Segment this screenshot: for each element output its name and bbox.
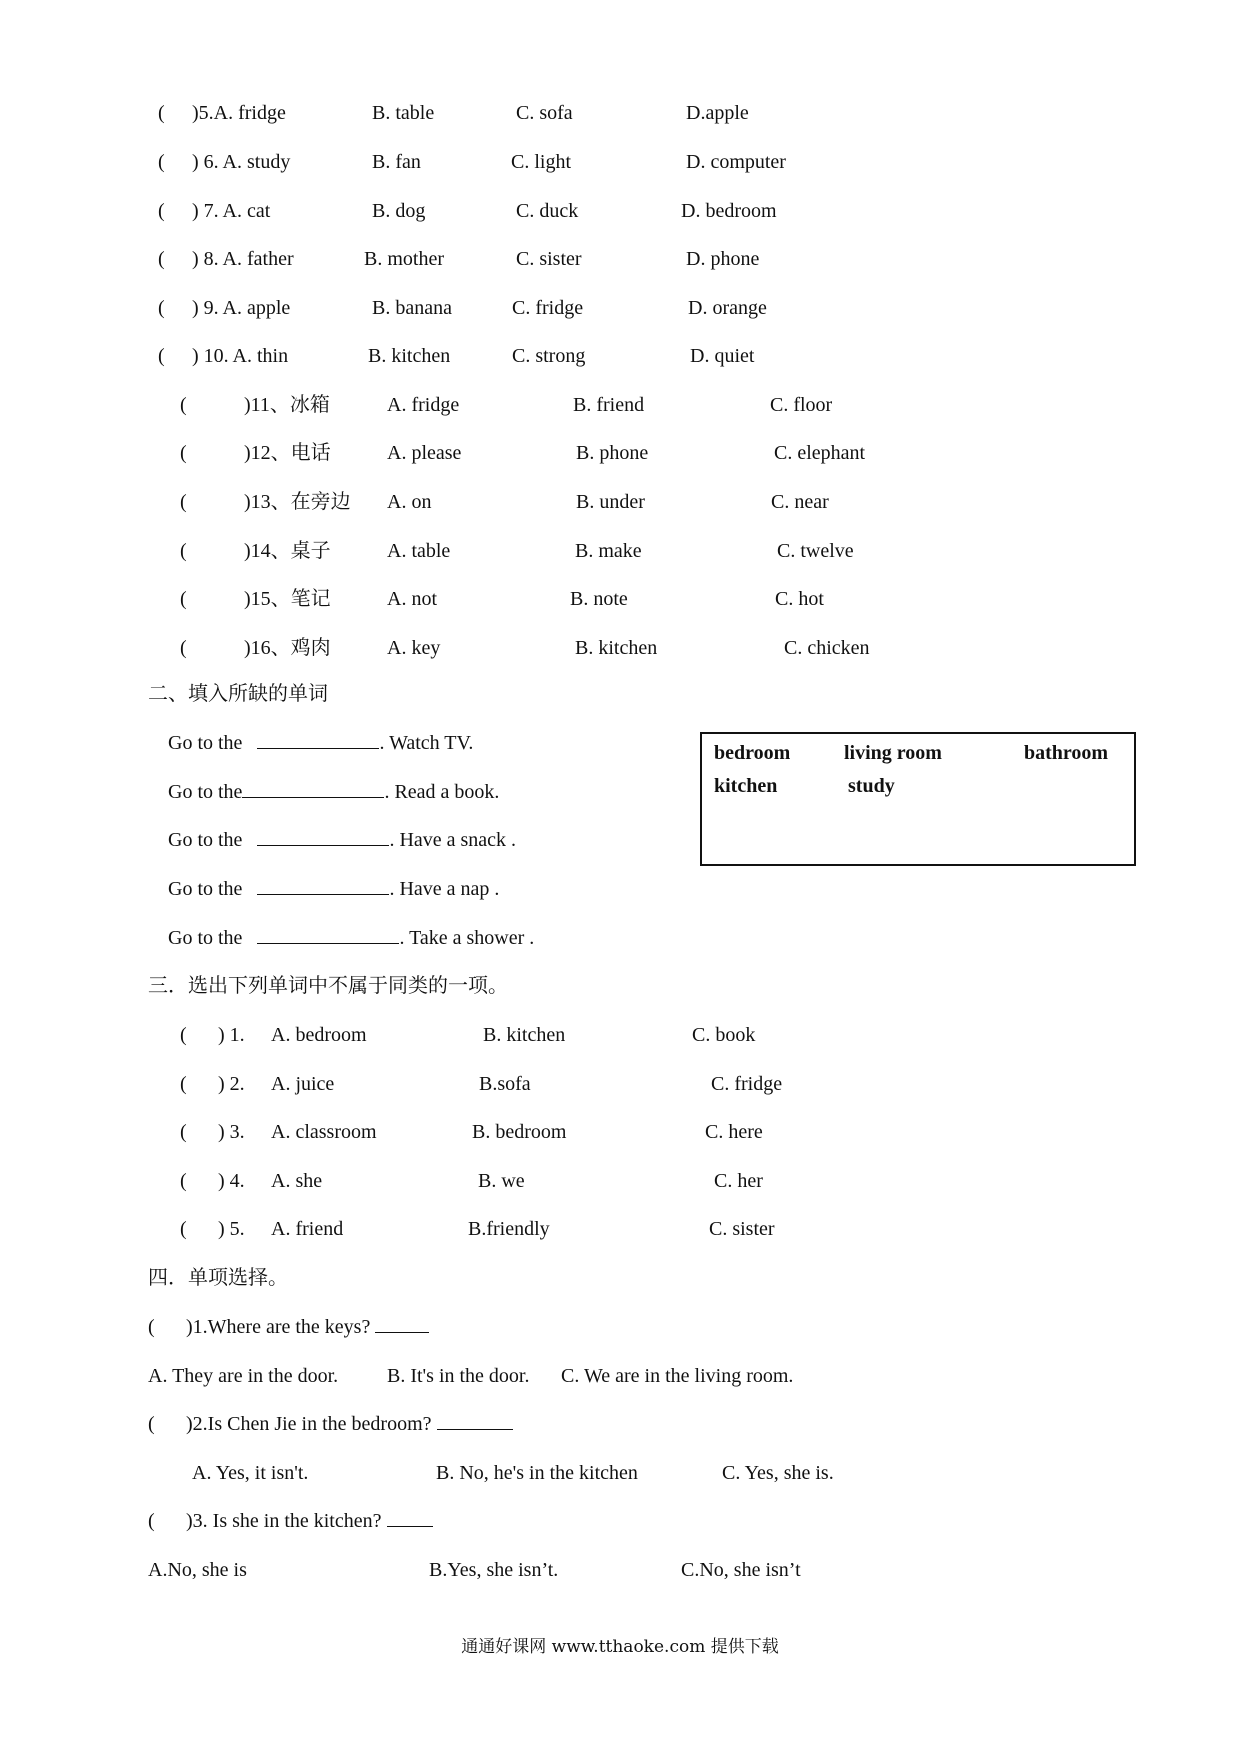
line-prefix: Go to the (168, 927, 243, 949)
answer-paren: ( (158, 248, 165, 270)
section-heading: 二、填入所缺的单词 (148, 681, 328, 705)
option-c: C. hot (775, 588, 824, 610)
option-c: C. chicken (784, 637, 870, 659)
option-b: B. table (372, 102, 435, 124)
answer-paren: ( (180, 491, 187, 513)
line-prefix: Go to the (168, 878, 243, 900)
answer-blank[interactable] (242, 779, 384, 798)
word-bank-item: study (848, 775, 895, 797)
option-b: B. phone (576, 442, 649, 464)
question-stem: ) 10. A. thin (192, 345, 289, 367)
option-c: C. near (771, 491, 829, 513)
option-a: A. fridge (387, 394, 460, 416)
answer-blank[interactable] (375, 1314, 429, 1333)
option-c: C. her (714, 1170, 763, 1192)
option-b: B. under (576, 491, 645, 513)
option-a: A. They are in the door. (148, 1365, 339, 1387)
option-d: D. orange (688, 297, 767, 319)
question-number: ) 1. (218, 1024, 245, 1046)
line-prefix: Go to the (168, 829, 243, 851)
answer-blank[interactable] (257, 827, 389, 846)
answer-paren: ( (180, 1170, 187, 1192)
option-b: B. mother (364, 248, 444, 270)
option-b: B. friend (573, 394, 645, 416)
option-d: D. phone (686, 248, 760, 270)
fill-line (168, 777, 499, 807)
line-prefix: Go to the (168, 732, 243, 754)
answer-paren: ( (158, 200, 165, 222)
answer-paren: ( (158, 151, 165, 173)
option-b: B.friendly (468, 1218, 550, 1240)
option-d: D. quiet (690, 345, 755, 367)
option-b: B. It's in the door. (387, 1365, 530, 1387)
answer-paren: ( (180, 1024, 187, 1046)
question-stem: ) 6. A. study (192, 151, 291, 173)
question-stem: )13、在旁边 (244, 491, 351, 513)
answer-blank[interactable] (257, 730, 379, 749)
option-a: A. friend (271, 1218, 344, 1240)
option-b: B. fan (372, 151, 421, 173)
line-suffix: . Have a nap . (389, 878, 500, 900)
word-bank-item: bedroom (714, 742, 791, 764)
answer-paren: ( (148, 1510, 155, 1532)
option-c: C. elephant (774, 442, 866, 464)
line-suffix: . Take a shower . (399, 927, 535, 949)
option-a: A. please (387, 442, 462, 464)
fill-line (168, 874, 499, 904)
option-a: A. table (387, 540, 451, 562)
option-c: C. here (705, 1121, 763, 1143)
option-b: B.sofa (479, 1073, 531, 1095)
question-stem: ) 8. A. father (192, 248, 294, 270)
option-a: A. bedroom (271, 1024, 367, 1046)
section-heading: 四．单项选择。 (148, 1265, 288, 1289)
answer-paren: ( (148, 1316, 155, 1338)
fill-line (168, 923, 534, 953)
option-a: A. Yes, it isn't. (192, 1462, 309, 1484)
word-bank-item: bathroom (1024, 742, 1109, 764)
option-d: D. computer (686, 151, 786, 173)
option-b: B. bedroom (472, 1121, 567, 1143)
answer-blank[interactable] (387, 1508, 433, 1527)
option-c: C. Yes, she is. (722, 1462, 834, 1484)
answer-paren: ( (180, 1218, 187, 1240)
line-suffix: . Have a snack . (389, 829, 517, 851)
answer-paren: ( (158, 102, 165, 124)
option-c: C. strong (512, 345, 586, 367)
option-c: C. sister (516, 248, 582, 270)
question-number: ) 3. (218, 1121, 245, 1143)
option-b: B. dog (372, 200, 426, 222)
option-c: C. light (511, 151, 572, 173)
question-number: ) 5. (218, 1218, 245, 1240)
option-a: A. key (387, 637, 441, 659)
question-stem: )2.Is Chen Jie in the bedroom? (186, 1409, 513, 1439)
answer-paren: ( (180, 442, 187, 464)
option-c: C. sofa (516, 102, 573, 124)
option-c: C. fridge (512, 297, 584, 319)
option-c: C. book (692, 1024, 756, 1046)
answer-paren: ( (180, 588, 187, 610)
question-number: ) 4. (218, 1170, 245, 1192)
question-stem: )16、鸡肉 (244, 637, 331, 659)
question-number: ) 2. (218, 1073, 245, 1095)
fill-line (168, 825, 516, 855)
option-a: A. juice (271, 1073, 335, 1095)
option-b: B. kitchen (368, 345, 451, 367)
question-stem: ) 9. A. apple (192, 297, 291, 319)
option-a: A. not (387, 588, 437, 610)
question-stem: )1.Where are the keys? (186, 1312, 429, 1342)
question-stem: )12、电话 (244, 442, 331, 464)
answer-paren: ( (158, 297, 165, 319)
option-b: B. note (570, 588, 628, 610)
section-heading: 三．选出下列单词中不属于同类的一项。 (148, 973, 508, 997)
option-c: C. duck (516, 200, 579, 222)
answer-paren: ( (180, 1121, 187, 1143)
option-d: D. bedroom (681, 200, 777, 222)
line-prefix: Go to the (168, 781, 243, 803)
option-b: B. make (575, 540, 642, 562)
option-c: C. We are in the living room. (561, 1365, 794, 1387)
option-c: C. sister (709, 1218, 775, 1240)
option-c: C. fridge (711, 1073, 783, 1095)
option-c: C.No, she isn’t (681, 1559, 801, 1581)
option-c: C. floor (770, 394, 833, 416)
option-b: B. kitchen (575, 637, 658, 659)
option-b: B. we (478, 1170, 525, 1192)
option-b: B. banana (372, 297, 452, 319)
answer-blank[interactable] (437, 1411, 513, 1430)
option-b: B.Yes, she isn’t. (429, 1559, 559, 1581)
option-c: C. twelve (777, 540, 854, 562)
answer-paren: ( (180, 1073, 187, 1095)
line-suffix: . Read a book. (384, 781, 500, 803)
option-a: A. classroom (271, 1121, 377, 1143)
word-bank-item: kitchen (714, 775, 778, 797)
option-a: A.No, she is (148, 1559, 247, 1581)
option-b: B. kitchen (483, 1024, 566, 1046)
page-footer: 通通好课网 www.tthaoke.com 提供下载 (461, 1637, 779, 1657)
word-bank-item: living room (844, 742, 942, 764)
answer-blank[interactable] (257, 925, 399, 944)
option-b: B. No, he's in the kitchen (436, 1462, 638, 1484)
question-stem: )5.A. fridge (192, 102, 286, 124)
question-stem: ) 7. A. cat (192, 200, 271, 222)
answer-paren: ( (148, 1413, 155, 1435)
answer-paren: ( (180, 637, 187, 659)
answer-paren: ( (180, 394, 187, 416)
option-a: A. she (271, 1170, 323, 1192)
question-stem: )15、笔记 (244, 588, 331, 610)
line-suffix: . Watch TV. (379, 732, 474, 754)
question-stem: )14、桌子 (244, 540, 331, 562)
answer-blank[interactable] (257, 876, 389, 895)
answer-paren: ( (158, 345, 165, 367)
answer-paren: ( (180, 540, 187, 562)
word-bank-box (700, 732, 1136, 866)
option-d: D.apple (686, 102, 749, 124)
option-a: A. on (387, 491, 432, 513)
question-stem: )11、冰箱 (244, 394, 330, 416)
question-stem: )3. Is she in the kitchen? (186, 1506, 433, 1536)
fill-line (168, 728, 473, 758)
